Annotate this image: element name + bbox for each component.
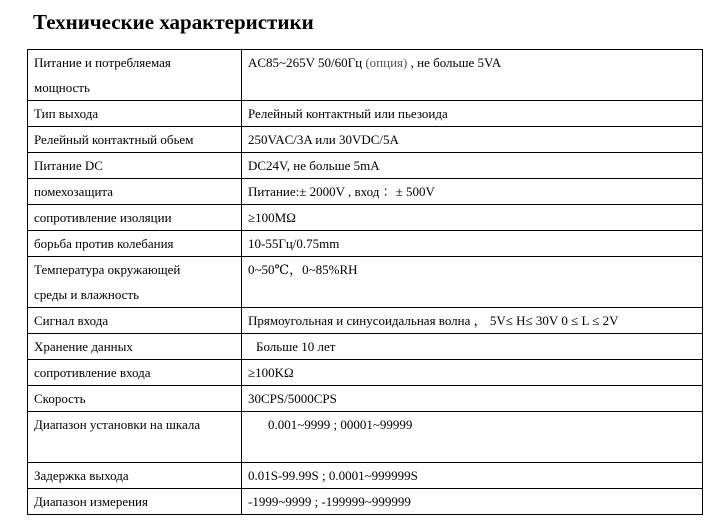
param-cell: сопротивление входа <box>28 360 242 386</box>
param-line: Питание и потребляемая <box>34 55 171 70</box>
value-cell: 10-55Гц/0.75mm <box>242 231 703 257</box>
value-cell: DC24V, не больше 5mA <box>242 153 703 179</box>
table-row <box>28 101 703 127</box>
table-row <box>28 308 703 334</box>
value-text: AC85~265V 50/60Гц <box>248 55 366 70</box>
param-cell: Задержка выхода <box>28 463 242 489</box>
param-text: Диапазон установки на шкала <box>34 417 201 432</box>
table-row <box>28 50 703 101</box>
param-cell: Питание DC <box>28 153 242 179</box>
table-row <box>28 153 703 179</box>
table-row <box>28 205 703 231</box>
param-cell: Скорость <box>28 386 242 412</box>
value-cell: Больше 10 лет <box>242 334 703 360</box>
param-line: среды и влажность <box>34 287 140 302</box>
table-row <box>28 412 703 463</box>
table-row <box>28 334 703 360</box>
table-row <box>28 179 703 205</box>
param-cell: сопротивление изоляции <box>28 205 242 231</box>
value-cell: 0~50℃，0~85%RH <box>242 257 703 308</box>
value-cell: -1999~9999 ; -199999~999999 <box>242 489 703 515</box>
param-line: Температура окружающей <box>34 262 181 277</box>
table-row <box>28 360 703 386</box>
value-cell: ≥100MΩ <box>242 205 703 231</box>
table-row <box>28 127 703 153</box>
param-cell: борьба против колебания <box>28 231 242 257</box>
param-cell: Тип выхода <box>28 101 242 127</box>
spec-table <box>27 49 703 515</box>
param-cell <box>28 257 242 308</box>
table-row <box>28 257 703 308</box>
value-cell: 0.001~9999 ; 00001~99999 <box>242 412 703 463</box>
page-title: Технические характеристики <box>33 10 314 34</box>
param-cell: Сигнал входа <box>28 308 242 334</box>
value-cell: ≥100KΩ <box>242 360 703 386</box>
value-option-text: (опция) <box>365 55 408 70</box>
param-cell: помехозащита <box>28 179 242 205</box>
param-cell <box>28 412 242 463</box>
value-cell: Питание:± 2000V , вход ：± 500V <box>242 179 703 205</box>
value-cell: Релейный контактный или пьезоида <box>242 101 703 127</box>
param-cell: Диапазон измерения <box>28 489 242 515</box>
value-cell: 30CPS/5000CPS <box>242 386 703 412</box>
param-cell: Релейный контактный обьем <box>28 127 242 153</box>
value-cell: 0.01S-99.99S ; 0.0001~999999S <box>242 463 703 489</box>
param-line: мощность <box>34 80 90 95</box>
table-row <box>28 463 703 489</box>
value-cell: Прямоугольная и синусоидальная волна ， 5V≤ H≤ 30V 0 ≤ L ≤ 2V <box>242 308 703 334</box>
table-row <box>28 386 703 412</box>
value-text: , не больше 5VA <box>407 55 502 70</box>
param-cell <box>28 50 242 101</box>
table-row <box>28 489 703 515</box>
value-cell: 250VAC/3A или 30VDC/5A <box>242 127 703 153</box>
value-cell <box>242 50 703 101</box>
table-row <box>28 231 703 257</box>
param-cell: Хранение данных <box>28 334 242 360</box>
